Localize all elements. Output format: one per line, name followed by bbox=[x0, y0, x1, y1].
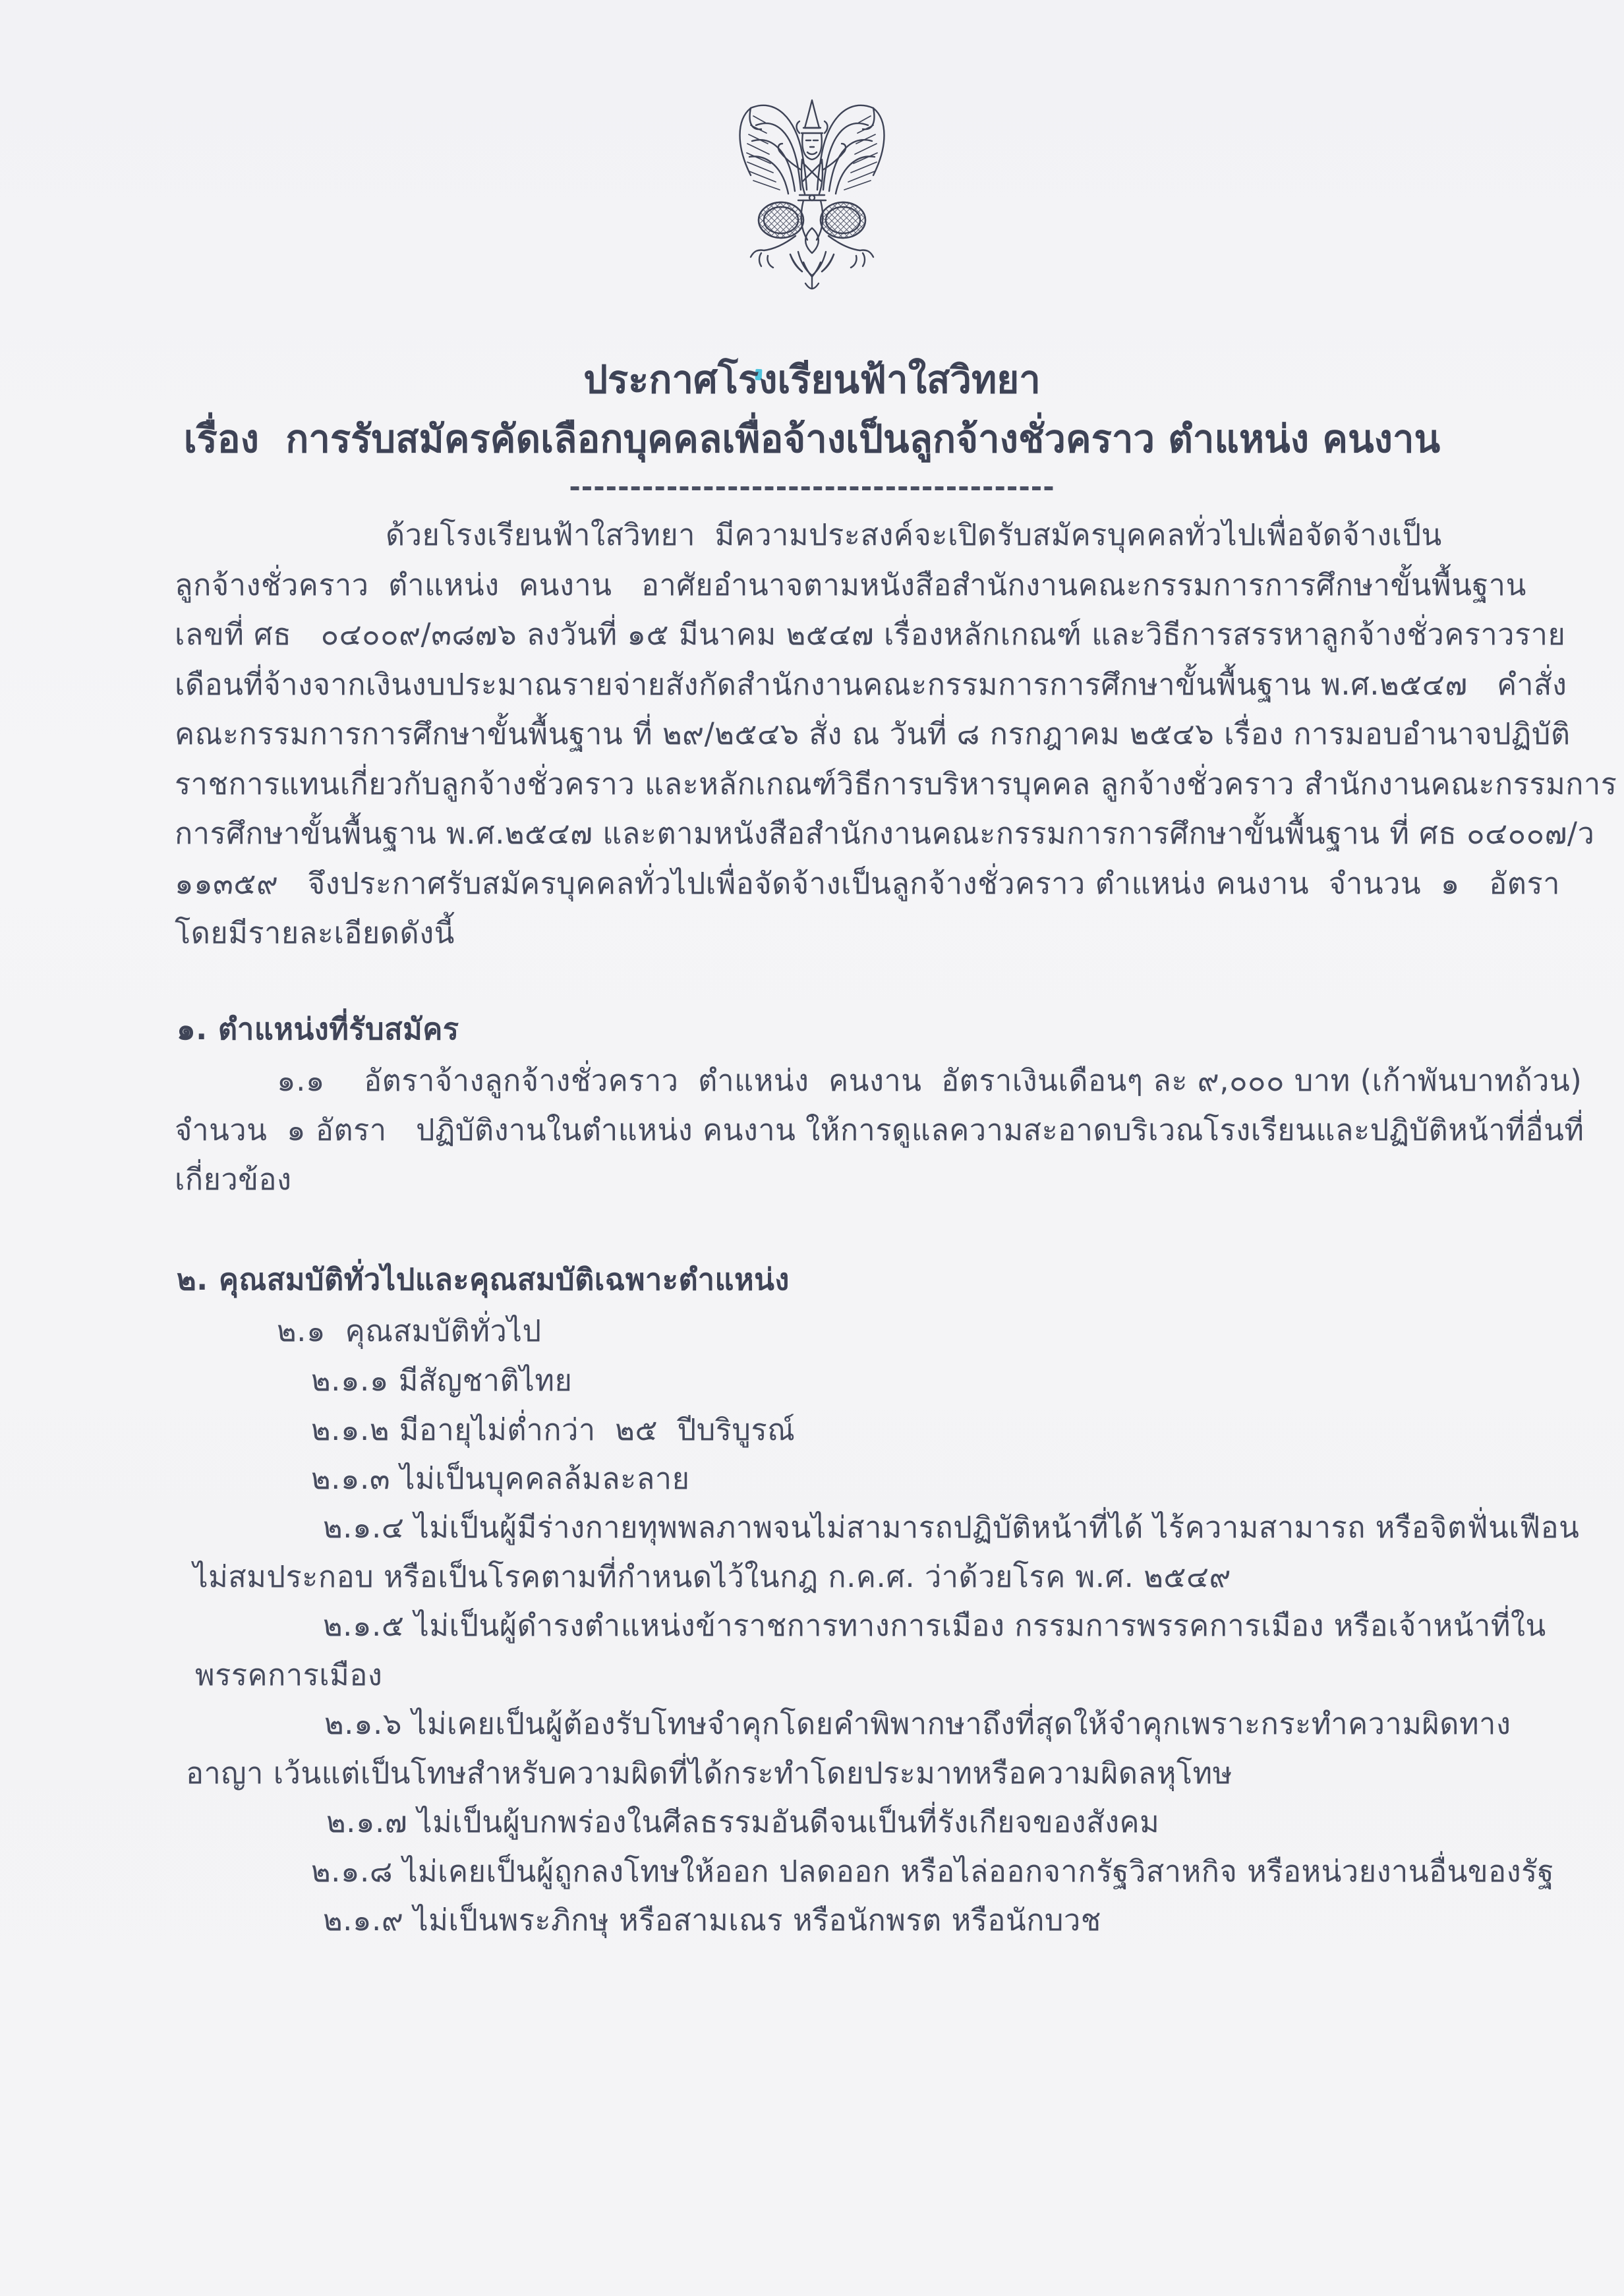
document-subject: เรื่อง การรับสมัครคัดเลือกบุคคลเพื่อจ้างเป็นลูกจ้างชั่วคราว ตำแหน่ง คนงาน bbox=[183, 416, 1441, 461]
qualification-item-continuation: พรรคการเมือง bbox=[195, 1657, 383, 1692]
qualification-item: ๒.๑.๘ ไม่เคยเป็นผู้ถูกลงโทษให้ออก ปลดออก หรือไล่ออกจากรัฐวิสาหกิจ หรือหน่วยงานอื่นของรัฐ bbox=[311, 1854, 1555, 1889]
qualification-item: ๒.๑.๔ ไม่เป็นผู้มีร่างกายทุพพลภาพจนไม่สามารถปฏิบัติหน้าที่ได้ ไร้ความสามารถ หรือจิตฟั่นเฟือน bbox=[323, 1510, 1580, 1545]
intro-line: ด้วยโรงเรียนฟ้าใสวิทยา มีความประสงค์จะเปิดรับสมัครบุคคลทั่วไปเพื่อจัดจ้างเป็น bbox=[386, 517, 1442, 552]
section1-line: ๑.๑ อัตราจ้างลูกจ้างชั่วคราว ตำแหน่ง คนงาน อัตราเงินเดือนๆ ละ ๙,๐๐๐ บาท (เก้าพันบาทถ้วน) bbox=[277, 1063, 1582, 1098]
qualification-item-continuation: ไม่สมประกอบ หรือเป็นโรคตามที่กำหนดไว้ในกฎ ก.ค.ศ. ว่าด้วยโรค พ.ศ. ๒๕๔๙ bbox=[193, 1559, 1232, 1594]
section1-line: จำนวน ๑ อัตรา ปฏิบัติงานในตำแหน่ง คนงาน ให้การดูแลความสะอาดบริเวณโรงเรียนและปฏิบัติหน้าที่อื่นที่ bbox=[175, 1112, 1584, 1147]
intro-line: เลขที่ ศธ ๐๔๐๐๙/๓๘๗๖ ลงวันที่ ๑๕ มีนาคม ๒๕๔๗ เรื่องหลักเกณฑ์ และวิธีการสรรหาลูกจ้างชั่วคราวราย bbox=[175, 617, 1566, 652]
title-separator-dashes: ---------------------------------------- bbox=[569, 471, 1055, 503]
qualification-item: ๒.๑.๗ ไม่เป็นผู้บกพร่องในศีลธรรมอันดีจนเป็นที่รังเกียจของสังคม bbox=[326, 1804, 1160, 1839]
garuda-emblem-icon bbox=[727, 96, 897, 298]
qualification-item: ๒.๑.๙ ไม่เป็นพระภิกษุ หรือสามเณร หรือนักพรต หรือนักบวช bbox=[323, 1903, 1101, 1937]
intro-line: ราชการแทนเกี่ยวกับลูกจ้างชั่วคราว และหลักเกณฑ์วิธีการบริหารบุคคล ลูกจ้างชั่วคราว สำนักงานคณะกรรมการ bbox=[175, 766, 1617, 801]
qualification-item-continuation: อาญา เว้นแต่เป็นโทษสำหรับความผิดที่ได้กระทำโดยประมาทหรือความผิดลหุโทษ bbox=[186, 1756, 1232, 1791]
qualification-item: ๒.๑.๑ มีสัญชาติไทย bbox=[311, 1363, 573, 1398]
qualification-item: ๒.๑.๕ ไม่เป็นผู้ดำรงตำแหน่งข้าราชการทางการเมือง กรรมการพรรคการเมือง หรือเจ้าหน้าที่ใน bbox=[323, 1608, 1546, 1643]
intro-line: ลูกจ้างชั่วคราว ตำแหน่ง คนงาน อาศัยอำนาจตามหนังสือสำนักงานคณะกรรมการการศึกษาขั้นพื้นฐาน bbox=[175, 567, 1526, 602]
section1-heading: ๑. ตำแหน่งที่รับสมัคร bbox=[177, 1012, 459, 1047]
qualification-item: ๒.๑.๒ มีอายุไม่ต่ำกว่า ๒๕ ปีบริบูรณ์ bbox=[311, 1412, 796, 1447]
intro-line: โดยมีรายละเอียดดังนี้ bbox=[175, 915, 455, 950]
intro-line: เดือนที่จ้างจากเงินงบประมาณรายจ่ายสังกัดสำนักงานคณะกรรมการการศึกษาขั้นพื้นฐาน พ.ศ.๒๕๔๗ คำสั่ง bbox=[175, 667, 1567, 702]
qualification-item: ๒.๑.๖ ไม่เคยเป็นผู้ต้องรับโทษจำคุกโดยคำพิพากษาถึงที่สุดให้จำคุกเพราะกระทำความผิดทาง bbox=[324, 1706, 1511, 1741]
intro-line: ๑๑๓๕๙ จึงประกาศรับสมัครบุคคลทั่วไปเพื่อจัดจ้างเป็นลูกจ้างชั่วคราว ตำแหน่ง คนงาน จำนวน ๑ อัตรา bbox=[175, 866, 1560, 901]
qualification-item: ๒.๑.๓ ไม่เป็นบุคคลล้มละลาย bbox=[311, 1461, 690, 1496]
section2-heading: ๒. คุณสมบัติทั่วไปและคุณสมบัติเฉพาะตำแหน่ง bbox=[177, 1262, 790, 1297]
document-title: ประกาศโรงเรียนฟ้าใสวิทยา bbox=[583, 357, 1041, 402]
section1-line: เกี่ยวข้อง bbox=[175, 1162, 292, 1197]
intro-line: การศึกษาขั้นพื้นฐาน พ.ศ.๒๕๔๗ และตามหนังสือสำนักงานคณะกรรมการการศึกษาขั้นพื้นฐาน ที่ ศธ ๐๔๐๐๗/ว bbox=[175, 816, 1595, 851]
intro-line: คณะกรรมการการศึกษาขั้นพื้นฐาน ที่ ๒๙/๒๕๔๖ สั่ง ณ วันที่ ๘ กรกฎาคม ๒๕๔๖ เรื่อง การมอบอำนาจปฏิบัติ bbox=[175, 716, 1571, 751]
section2-subheading: ๒.๑ คุณสมบัติทั่วไป bbox=[277, 1313, 542, 1348]
